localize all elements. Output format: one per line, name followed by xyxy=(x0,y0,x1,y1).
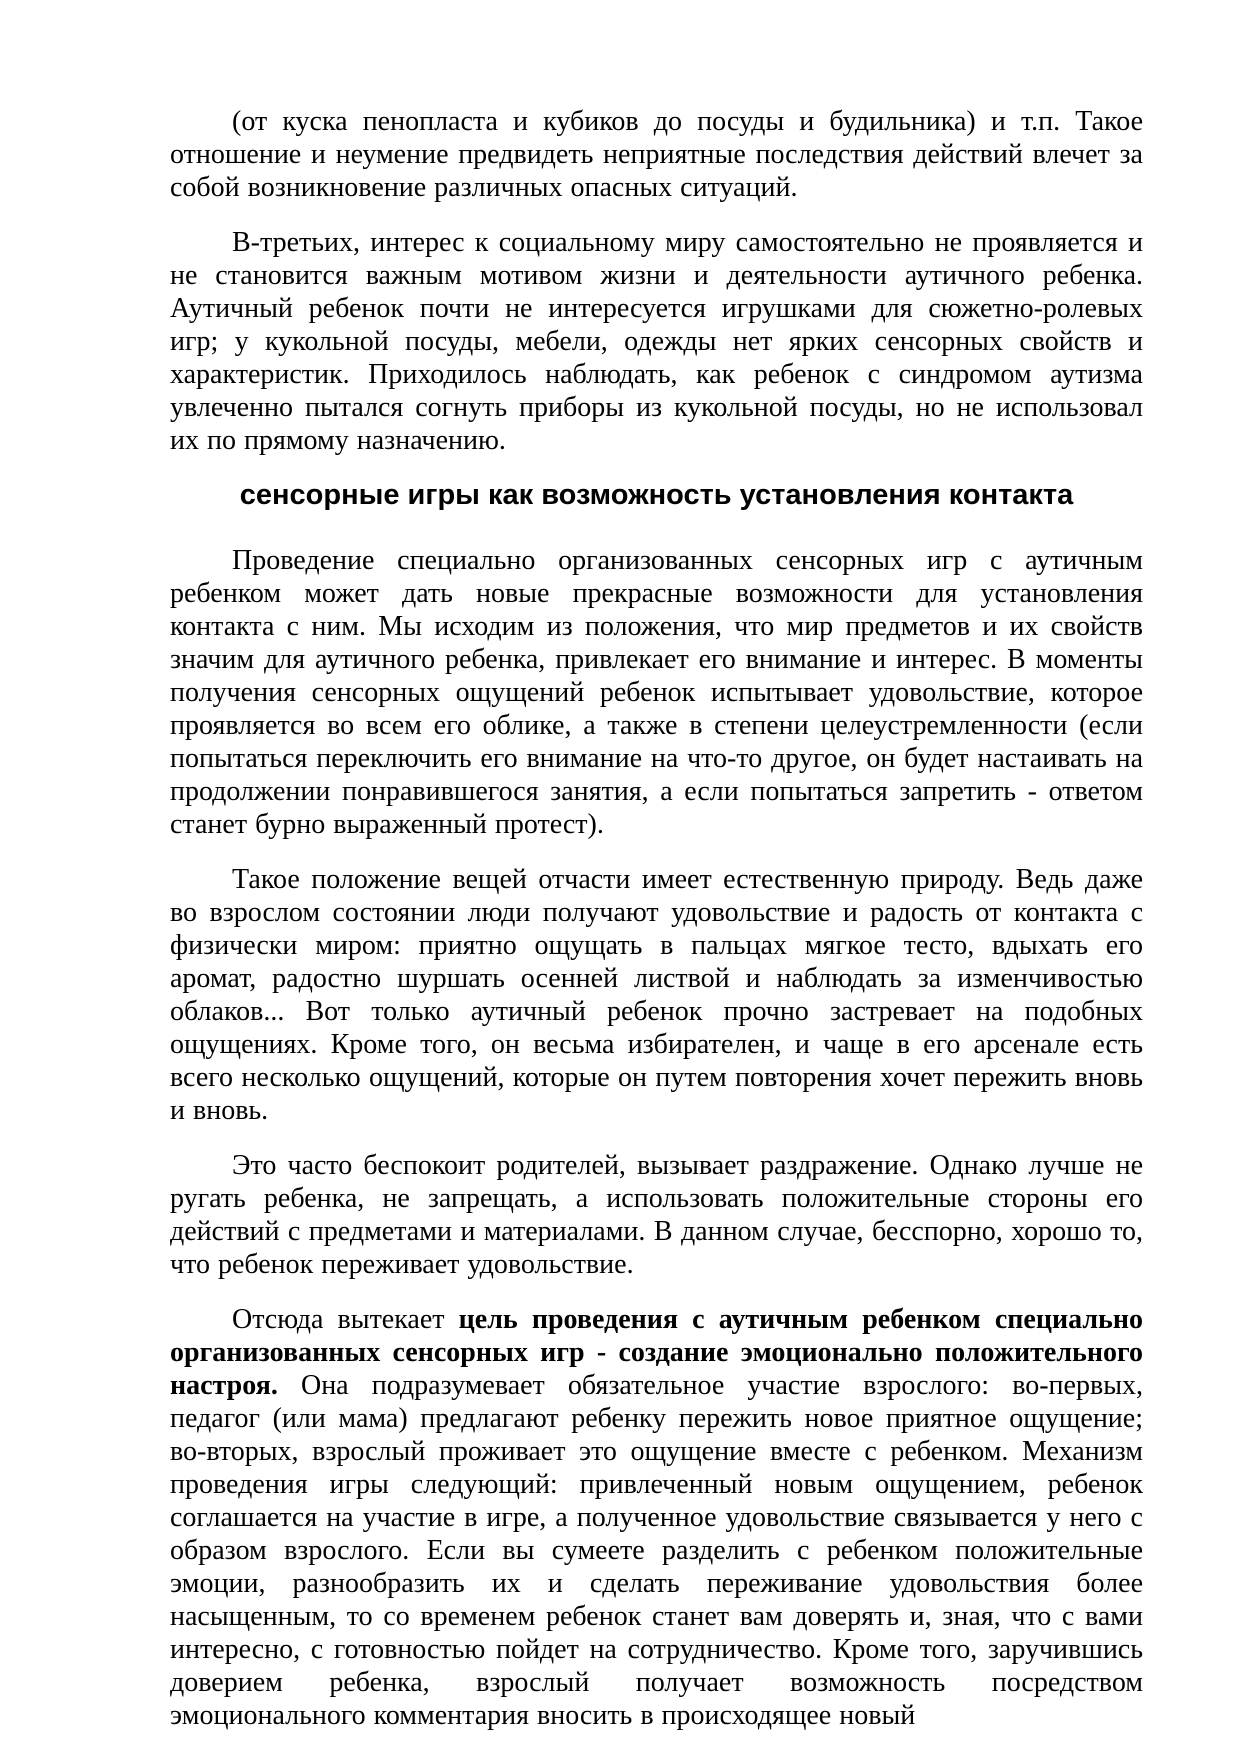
paragraph-opening-fragment: (от куска пенопласта и кубиков до посуды и будильника) и т.п. Такое отношение и неумение предвидеть неприятные последствия действий влечет за собой возникновение различных опасных ситуаций. xyxy=(170,106,1143,203)
paragraph-takoe-polozhenie: Такое положение вещей отчасти имеет естественную природу. Ведь даже во взрослом состоянии люди получают удовольствие и радость от контакта с физически миром: приятно ощущать в пальцах мягкое тесто, вдыхать его аромат, радостно шуршать осенней листвой и наблюдать за изменчивостью облаков... Вот только аутичный ребенок прочно застревает на подобных ощущениях. Кроме того, он весьма избирателен, и чаще в его арсенале есть всего несколько ощущений, которые он путем повторения хочет пережить вновь и вновь. xyxy=(170,864,1143,1126)
goal-statement-bold: цель проведения с аутичным ребенком специально организованных сенсорных игр - создание эмоционально положительного настроя. xyxy=(170,1304,1143,1401)
goal-sentence-suffix: Она подразумевает обязательное участие взрослого: во-первых, педагог (или мама) предлагают ребенку пережить новое приятное ощущение; во-вторых, взрослый проживает это ощущение вместе с ребенком. Механизм проведения игры следующий: привлеченный новым ощущением, ребенок соглашается на участие в игре, а полученное удовольствие связывается у него с образом взрослого. Если вы сумеете разделить с ребенком положительные эмоции, разнообразить их и сделать переживание удовольствия более насыщенным, то со временем ребенок станет вам доверять и, зная, что с вами интересно, с готовностью пойдет на сотрудничество. Кроме того, заручившись доверием ребенка, взрослый получает возможность посредством эмоционального комментария вносить в происходящее новый xyxy=(170,1370,1143,1731)
paragraph-provedenie-igr: Проведение специально организованных сенсорных игр с аутичным ребенком может дать новые прекрасные возможности для установления контакта с ним. Мы исходим из положения, что мир предметов и их свойств значим для аутичного ребенка, привлекает его внимание и интерес. В моменты получения сенсорных ощущений ребенок испытывает удовольствие, которое проявляется во всем его облике, а также в степени целеустремленности (если попытаться переключить его внимание на что-то другое, он будет настаивать на продолжении понравившегося занятия, а если попытаться запретить - ответом станет бурно выраженный протест). xyxy=(170,545,1143,840)
goal-sentence-prefix: Отсюда вытекает xyxy=(232,1304,459,1335)
section-heading: сенсорные игры как возможность установления контакта xyxy=(239,479,1074,511)
paragraph-v-tretikh: В-третьих, интерес к социальному миру самостоятельно не проявляется и не становится важным мотивом жизни и деятельности аутичного ребенка. Аутичный ребенок почти не интересуется игрушками для сюжетно-ролевых игр; у кукольной посуды, мебели, одежды нет ярких сенсорных свойств и характеристик. Приходилось наблюдать, как ребенок с синдромом аутизма увлеченно пытался согнуть приборы из кукольной посуды, но не использовал их по прямому назначению. xyxy=(170,227,1143,456)
paragraph-otsyuda-vytekaet xyxy=(170,1303,1143,1732)
paragraph-eto-chasto: Это часто беспокоит родителей, вызывает раздражение. Однако лучше не ругать ребенка, не запрещать, а использовать положительные стороны его действий с предметами и материалами. В данном случае, бесспорно, хорошо то, что ребенок переживает удовольствие. xyxy=(170,1150,1143,1280)
